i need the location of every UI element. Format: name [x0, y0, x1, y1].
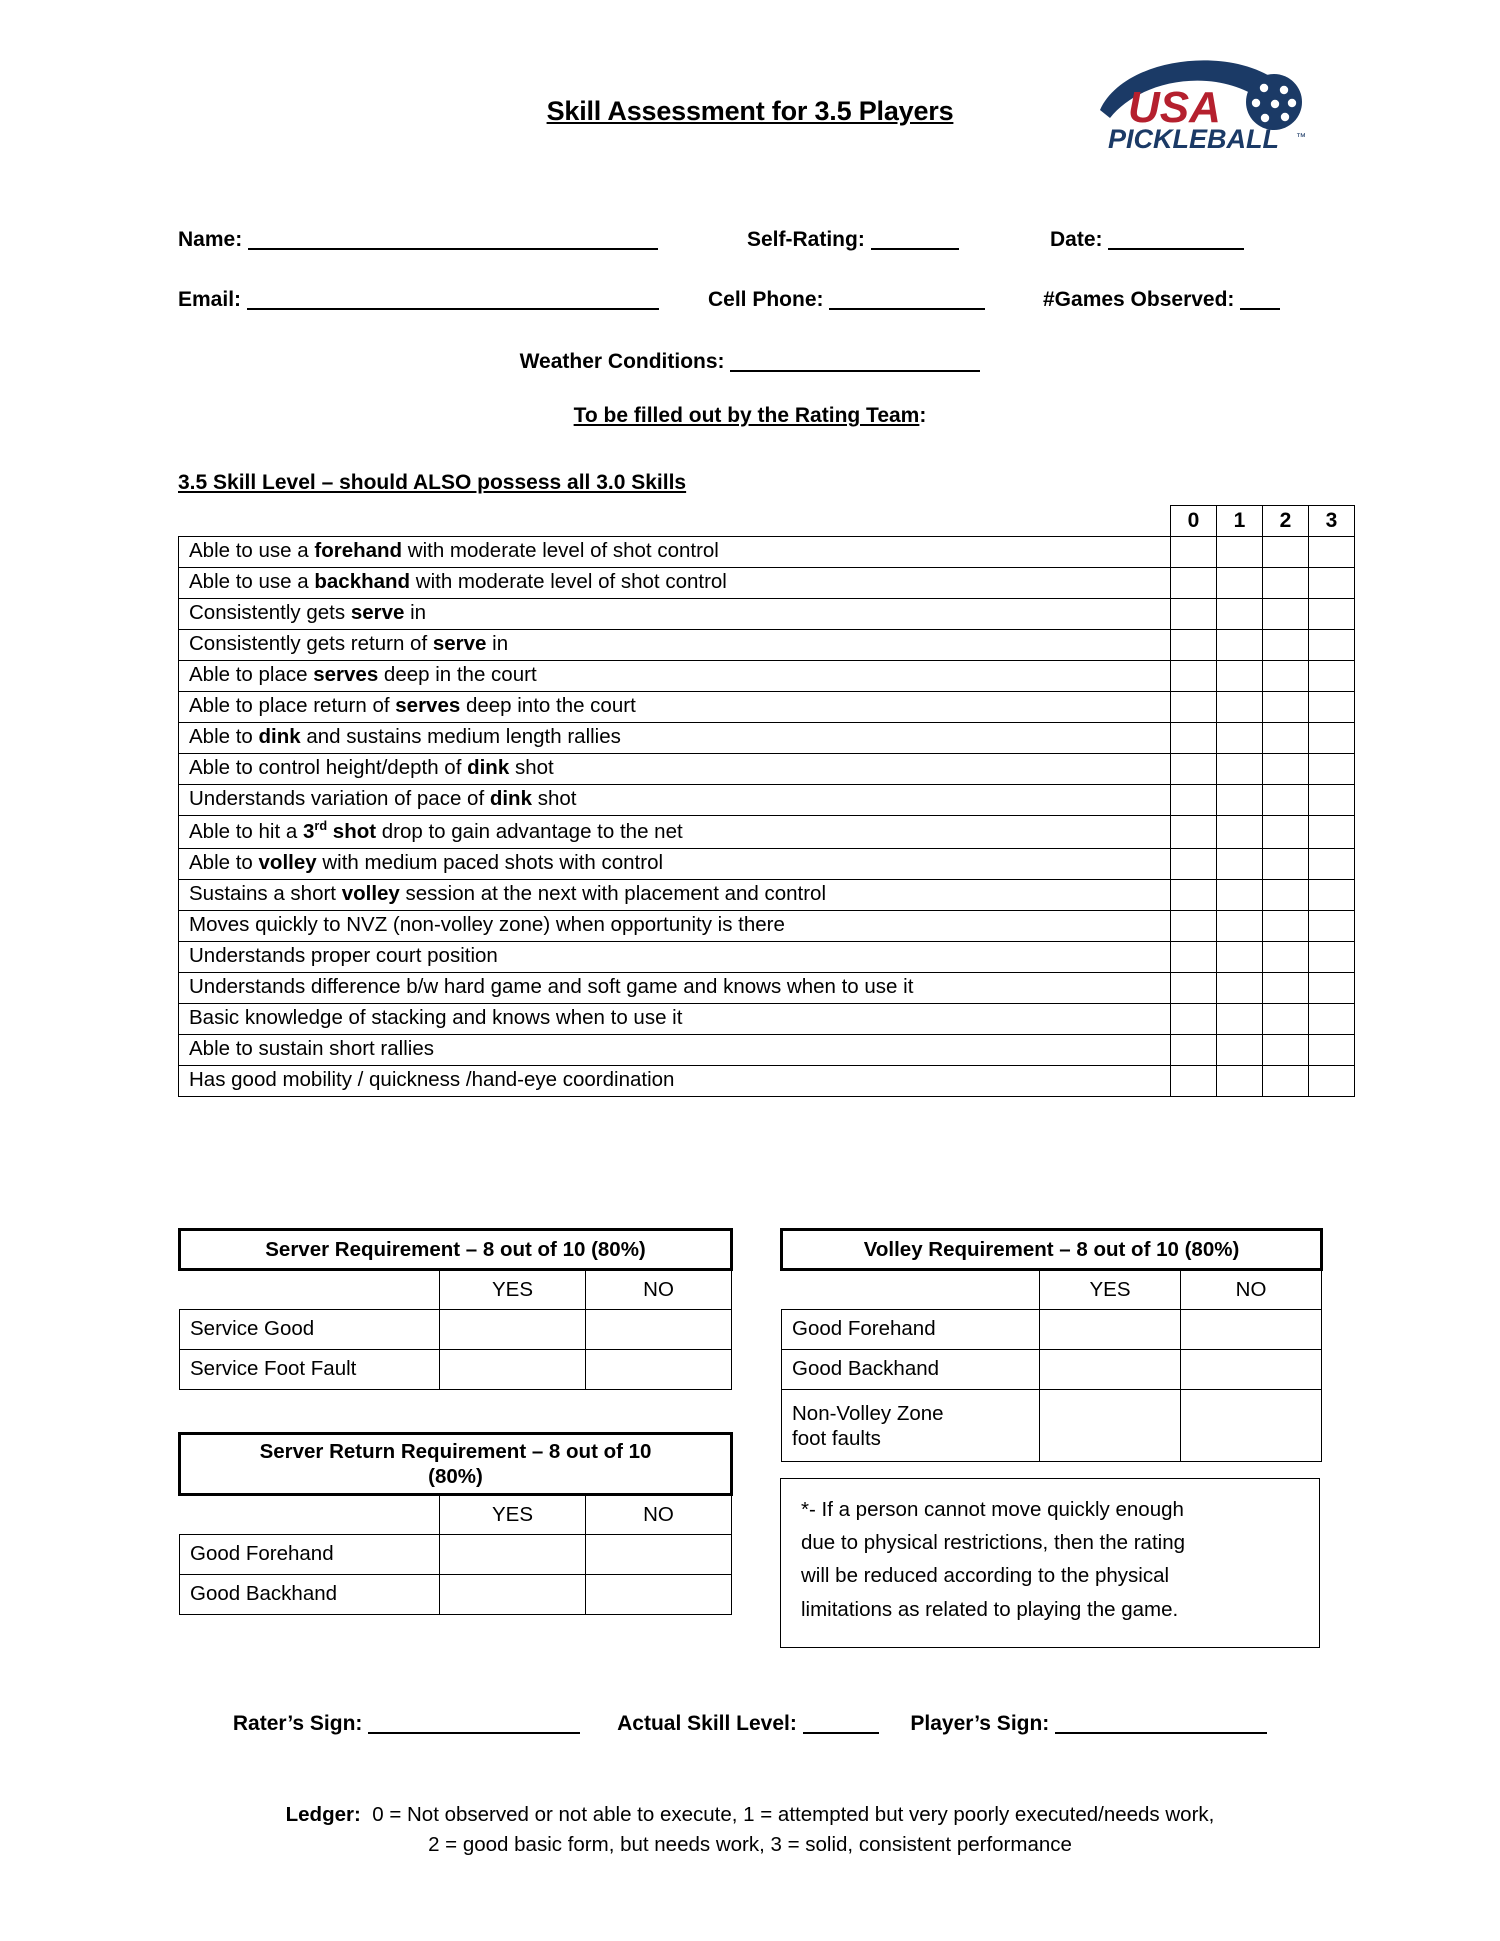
- table-row: [179, 599, 1355, 630]
- raters-sign-input[interactable]: [368, 1712, 580, 1734]
- skill-row-label-3: Consistently gets return of serve in: [179, 630, 1171, 661]
- volley-requirement-row-label-1: Good Backhand: [782, 1350, 1040, 1390]
- server-requirement-yesno-row: [180, 1270, 732, 1310]
- server-return-requirement-yes-cell-1[interactable]: [440, 1575, 586, 1615]
- raters-sign-label: Rater’s Sign:: [232, 1712, 363, 1735]
- table-row: [179, 848, 1355, 879]
- skill-rating-cell-3-1[interactable]: [1217, 630, 1263, 661]
- server-return-requirement-header-line1: Server Return Requirement – 8 out of 10: [259, 1440, 652, 1463]
- skill-rating-cell-13-0[interactable]: [1171, 941, 1217, 972]
- ledger-line-1: [0, 1800, 1500, 1830]
- skill-rating-cell-6-3[interactable]: [1309, 723, 1355, 754]
- server-requirement-table: [178, 1228, 733, 1390]
- skill-rating-cell-16-3[interactable]: [1309, 1034, 1355, 1065]
- table-row: [179, 723, 1355, 754]
- skill-rating-cell-7-3[interactable]: [1309, 754, 1355, 785]
- skill-row-label-11: Sustains a short volley session at the next with placement and control: [179, 879, 1171, 910]
- server-return-requirement-header: [180, 1434, 732, 1495]
- skill-rating-cell-3-0[interactable]: [1171, 630, 1217, 661]
- server-requirement-yes-cell-1[interactable]: [440, 1350, 586, 1390]
- server-return-requirement-yes-header: YES: [440, 1495, 586, 1535]
- skill-rating-cell-11-0[interactable]: [1171, 879, 1217, 910]
- skill-rating-cell-16-0[interactable]: [1171, 1034, 1217, 1065]
- skill-rating-cell-9-1[interactable]: [1217, 816, 1263, 849]
- table-row: [179, 661, 1355, 692]
- actual-skill-level-input[interactable]: [803, 1712, 879, 1734]
- skills-table-wrap: [178, 505, 1354, 1097]
- table-row: [180, 1535, 732, 1575]
- volley-requirement-corner-cell: [782, 1270, 1040, 1310]
- table-row: [179, 692, 1355, 723]
- name-label: Name:: [178, 228, 243, 251]
- skill-rating-cell-6-2[interactable]: [1263, 723, 1309, 754]
- skill-rating-cell-8-3[interactable]: [1309, 785, 1355, 816]
- rating-col-header-1: 1: [1217, 506, 1263, 537]
- skills-header-spacer: [179, 506, 1171, 537]
- table-row: [179, 1065, 1355, 1096]
- volley-requirement-header-row: [782, 1230, 1322, 1270]
- usa-pickleball-logo-svg: [1088, 48, 1312, 152]
- skill-rating-cell-15-1[interactable]: [1217, 1003, 1263, 1034]
- skill-rating-cell-6-1[interactable]: [1217, 723, 1263, 754]
- players-sign-label: Player’s Sign:: [910, 1712, 1050, 1735]
- volley-requirement-yes-cell-1[interactable]: [1040, 1350, 1181, 1390]
- skill-rating-cell-13-1[interactable]: [1217, 941, 1263, 972]
- skill-rating-cell-4-3[interactable]: [1309, 661, 1355, 692]
- skill-rating-cell-12-1[interactable]: [1217, 910, 1263, 941]
- table-row: [179, 816, 1355, 849]
- physical-restriction-note-box: [780, 1478, 1320, 1648]
- skill-row-label-2: Consistently gets serve in: [179, 599, 1171, 630]
- table-row: [179, 630, 1355, 661]
- table-row: [179, 972, 1355, 1003]
- self-rating-label: Self-Rating:: [747, 228, 865, 251]
- skill-row-label-12: Moves quickly to NVZ (non-volley zone) when opportunity is there: [179, 910, 1171, 941]
- skill-section-heading: 3.5 Skill Level – should ALSO possess all 3.0 Skills: [178, 471, 687, 494]
- logo-usa-text: USA: [1128, 83, 1221, 132]
- table-row: [179, 754, 1355, 785]
- players-sign-input[interactable]: [1055, 1712, 1267, 1734]
- table-row: [179, 537, 1355, 568]
- note-line-3: will be reduced according to the physical: [801, 1564, 1170, 1588]
- skill-rating-cell-11-3[interactable]: [1309, 879, 1355, 910]
- skill-rating-cell-11-2[interactable]: [1263, 879, 1309, 910]
- table-row: [180, 1575, 732, 1615]
- skill-row-label-15: Basic knowledge of stacking and knows when to use it: [179, 1003, 1171, 1034]
- date-input[interactable]: [1108, 228, 1244, 250]
- server-return-requirement-yes-cell-0[interactable]: [440, 1535, 586, 1575]
- server-return-requirement-header-line2: (80%): [428, 1465, 483, 1488]
- skill-row-label-9: Able to hit a 3rd shot drop to gain advantage to the net: [179, 816, 1171, 849]
- skill-rating-cell-11-1[interactable]: [1217, 879, 1263, 910]
- skill-rating-cell-7-2[interactable]: [1263, 754, 1309, 785]
- skill-rating-cell-5-0[interactable]: [1171, 692, 1217, 723]
- note-line-1: *- If a person cannot move quickly enough: [801, 1498, 1184, 1521]
- skill-rating-cell-5-3[interactable]: [1309, 692, 1355, 723]
- skill-rating-cell-0-2[interactable]: [1263, 537, 1309, 568]
- skill-rating-cell-2-3[interactable]: [1309, 599, 1355, 630]
- volley-requirement-header: Volley Requirement – 8 out of 10 (80%): [782, 1230, 1322, 1270]
- table-row: [782, 1310, 1322, 1350]
- skill-rating-cell-4-2[interactable]: [1263, 661, 1309, 692]
- volley-requirement-yesno-row: [782, 1270, 1322, 1310]
- skill-rating-cell-8-0[interactable]: [1171, 785, 1217, 816]
- skill-rating-cell-17-2[interactable]: [1263, 1065, 1309, 1096]
- skill-rating-cell-7-0[interactable]: [1171, 754, 1217, 785]
- skill-rating-cell-5-1[interactable]: [1217, 692, 1263, 723]
- name-input[interactable]: [248, 228, 658, 250]
- form-row-cell-phone: [708, 288, 985, 312]
- skill-rating-cell-13-2[interactable]: [1263, 941, 1309, 972]
- form-row-self-rating: [747, 228, 959, 252]
- skill-rating-cell-2-0[interactable]: [1171, 599, 1217, 630]
- page-title: Skill Assessment for 3.5 Players: [546, 96, 954, 126]
- skill-rating-cell-13-3[interactable]: [1309, 941, 1355, 972]
- volley-requirement-yes-header: YES: [1040, 1270, 1181, 1310]
- skill-rating-cell-4-0[interactable]: [1171, 661, 1217, 692]
- server-return-requirement-header-row: [180, 1434, 732, 1495]
- server-requirement-row-label-0: Service Good: [180, 1310, 440, 1350]
- logo-pickleball-text: PICKLEBALL: [1108, 124, 1279, 152]
- table-row: [179, 568, 1355, 599]
- server-requirement-corner-cell: [180, 1270, 440, 1310]
- ledger-text-1: 0 = Not observed or not able to execute, 1 = attempted but very poorly executed/needs work,: [372, 1803, 1215, 1826]
- email-input[interactable]: [247, 288, 659, 310]
- volley-requirement-no-cell-0[interactable]: [1181, 1310, 1322, 1350]
- skill-rating-cell-7-1[interactable]: [1217, 754, 1263, 785]
- skill-rating-cell-1-2[interactable]: [1263, 568, 1309, 599]
- form-row-email: [178, 288, 659, 312]
- table-row: [179, 1034, 1355, 1065]
- skill-rating-cell-1-3[interactable]: [1309, 568, 1355, 599]
- skill-row-label-13: Understands proper court position: [179, 941, 1171, 972]
- weather-input[interactable]: [730, 350, 980, 372]
- volley-requirement-row-label-0: Good Forehand: [782, 1310, 1040, 1350]
- server-return-requirement-yesno-row: [180, 1495, 732, 1535]
- volley-requirement-yes-cell-0[interactable]: [1040, 1310, 1181, 1350]
- volley-requirement-yes-cell-2[interactable]: [1040, 1390, 1181, 1462]
- skill-rating-cell-2-1[interactable]: [1217, 599, 1263, 630]
- skill-rating-cell-10-1[interactable]: [1217, 848, 1263, 879]
- rating-col-header-3: 3: [1309, 506, 1355, 537]
- skill-rating-cell-4-1[interactable]: [1217, 661, 1263, 692]
- games-observed-label: #Games Observed:: [1043, 288, 1235, 311]
- skill-rating-cell-5-2[interactable]: [1263, 692, 1309, 723]
- skill-rating-cell-17-1[interactable]: [1217, 1065, 1263, 1096]
- server-requirement-no-cell-0[interactable]: [586, 1310, 732, 1350]
- form-row-date: [1050, 228, 1244, 252]
- volley-requirement-row-label-2-line1: Non-Volley Zone: [792, 1401, 944, 1425]
- signature-row: [0, 1712, 1500, 1736]
- server-return-requirement-row-label-1: Good Backhand: [180, 1575, 440, 1615]
- server-requirement-header-row: [180, 1230, 732, 1270]
- skill-row-label-4: Able to place serves deep in the court: [179, 661, 1171, 692]
- server-requirement-yes-cell-0[interactable]: [440, 1310, 586, 1350]
- skill-row-label-6: Able to dink and sustains medium length rallies: [179, 723, 1171, 754]
- date-label: Date:: [1050, 228, 1103, 251]
- volley-requirement-no-header: NO: [1181, 1270, 1322, 1310]
- skill-row-label-16: Able to sustain short rallies: [179, 1034, 1171, 1065]
- form-row-games-observed: [1043, 288, 1280, 312]
- actual-skill-level-label: Actual Skill Level:: [617, 1712, 797, 1735]
- rating-col-header-2: 2: [1263, 506, 1309, 537]
- skill-rating-cell-9-2[interactable]: [1263, 816, 1309, 849]
- server-return-requirement-no-cell-0[interactable]: [586, 1535, 732, 1575]
- skill-rating-cell-17-0[interactable]: [1171, 1065, 1217, 1096]
- skill-rating-cell-15-2[interactable]: [1263, 1003, 1309, 1034]
- skill-rating-cell-14-2[interactable]: [1263, 972, 1309, 1003]
- cell-phone-label: Cell Phone:: [708, 288, 824, 311]
- rating-col-header-0: 0: [1171, 506, 1217, 537]
- server-requirement-header: Server Requirement – 8 out of 10 (80%): [180, 1230, 732, 1270]
- cell-phone-input[interactable]: [829, 288, 985, 310]
- games-observed-input[interactable]: [1240, 288, 1280, 310]
- email-label: Email:: [178, 288, 242, 311]
- skill-rating-cell-10-0[interactable]: [1171, 848, 1217, 879]
- skill-rating-cell-1-1[interactable]: [1217, 568, 1263, 599]
- server-return-requirement-corner-cell: [180, 1495, 440, 1535]
- skill-rating-cell-12-3[interactable]: [1309, 910, 1355, 941]
- ledger-label: Ledger:: [285, 1803, 361, 1826]
- table-row: [782, 1390, 1322, 1462]
- skill-rating-cell-14-0[interactable]: [1171, 972, 1217, 1003]
- server-requirement-yes-header: YES: [440, 1270, 586, 1310]
- skill-row-label-7: Able to control height/depth of dink shot: [179, 754, 1171, 785]
- skills-table-body: [179, 537, 1355, 1097]
- note-line-2: due to physical restrictions, then the rating: [801, 1531, 1186, 1555]
- skill-rating-cell-10-3[interactable]: [1309, 848, 1355, 879]
- server-requirement-row-label-1: Service Foot Fault: [180, 1350, 440, 1390]
- table-row: [179, 1003, 1355, 1034]
- table-row: [179, 941, 1355, 972]
- skill-rating-cell-12-0[interactable]: [1171, 910, 1217, 941]
- table-row: [180, 1350, 732, 1390]
- skill-rating-cell-3-3[interactable]: [1309, 630, 1355, 661]
- form-row-weather: [0, 350, 1500, 374]
- logo-tm-mark: ™: [1296, 132, 1306, 143]
- skill-row-label-17: Has good mobility / quickness /hand-eye coordination: [179, 1065, 1171, 1096]
- volley-requirement-row-label-2: [782, 1390, 1040, 1462]
- skill-rating-cell-16-1[interactable]: [1217, 1034, 1263, 1065]
- skill-rating-cell-0-1[interactable]: [1217, 537, 1263, 568]
- skill-rating-cell-8-2[interactable]: [1263, 785, 1309, 816]
- table-row: [782, 1350, 1322, 1390]
- weather-label: Weather Conditions:: [519, 350, 725, 373]
- ledger-line-2: 2 = good basic form, but needs work, 3 = solid, consistent performance: [428, 1832, 1072, 1856]
- skill-rating-cell-0-0[interactable]: [1171, 537, 1217, 568]
- skill-row-label-14: Understands difference b/w hard game and soft game and knows when to use it: [179, 972, 1171, 1003]
- skill-rating-cell-9-3[interactable]: [1309, 816, 1355, 849]
- skill-rating-cell-9-0[interactable]: [1171, 816, 1217, 849]
- skill-rating-cell-16-2[interactable]: [1263, 1034, 1309, 1065]
- skill-rating-cell-17-3[interactable]: [1309, 1065, 1355, 1096]
- server-return-requirement-no-header: NO: [586, 1495, 732, 1535]
- skill-row-label-0: Able to use a forehand with moderate level of shot control: [179, 537, 1171, 568]
- skill-rating-cell-3-2[interactable]: [1263, 630, 1309, 661]
- skill-row-label-10: Able to volley with medium paced shots with control: [179, 848, 1171, 879]
- volley-requirement-no-cell-1[interactable]: [1181, 1350, 1322, 1390]
- skills-table-header-row: [179, 506, 1355, 537]
- note-line-4: limitations as related to playing the game.: [801, 1597, 1179, 1621]
- table-row: [179, 910, 1355, 941]
- server-return-requirement-no-cell-1[interactable]: [586, 1575, 732, 1615]
- server-requirement-no-header: NO: [586, 1270, 732, 1310]
- skill-row-label-8: Understands variation of pace of dink shot: [179, 785, 1171, 816]
- volley-requirement-no-cell-2[interactable]: [1181, 1390, 1322, 1462]
- server-requirement-no-cell-1[interactable]: [586, 1350, 732, 1390]
- usa-pickleball-logo: [1088, 48, 1312, 152]
- skill-rating-cell-8-1[interactable]: [1217, 785, 1263, 816]
- self-rating-input[interactable]: [871, 228, 959, 250]
- skill-rating-cell-15-0[interactable]: [1171, 1003, 1217, 1034]
- rating-team-heading: To be filled out by the Rating Team: [573, 404, 920, 427]
- skill-rating-cell-15-3[interactable]: [1309, 1003, 1355, 1034]
- table-row: [180, 1310, 732, 1350]
- skills-table: [178, 505, 1355, 1097]
- skill-rating-cell-12-2[interactable]: [1263, 910, 1309, 941]
- rating-team-heading-row: [0, 404, 1500, 428]
- skill-rating-cell-14-1[interactable]: [1217, 972, 1263, 1003]
- form-row-name: [178, 228, 658, 252]
- skill-row-label-1: Able to use a backhand with moderate level of shot control: [179, 568, 1171, 599]
- skill-rating-cell-0-3[interactable]: [1309, 537, 1355, 568]
- table-row: [179, 879, 1355, 910]
- skill-row-label-5: Able to place return of serves deep into the court: [179, 692, 1171, 723]
- volley-requirement-table: [780, 1228, 1323, 1462]
- skill-rating-cell-1-0[interactable]: [1171, 568, 1217, 599]
- rating-team-heading-colon: :: [919, 404, 927, 427]
- ledger-block: [0, 1800, 1500, 1859]
- skill-rating-cell-10-2[interactable]: [1263, 848, 1309, 879]
- server-return-requirement-row-label-0: Good Forehand: [180, 1535, 440, 1575]
- skill-rating-cell-14-3[interactable]: [1309, 972, 1355, 1003]
- table-row: [179, 785, 1355, 816]
- server-return-requirement-table: [178, 1432, 733, 1615]
- skill-rating-cell-6-0[interactable]: [1171, 723, 1217, 754]
- volley-requirement-row-label-2-line2: foot faults: [792, 1426, 881, 1450]
- skill-rating-cell-2-2[interactable]: [1263, 599, 1309, 630]
